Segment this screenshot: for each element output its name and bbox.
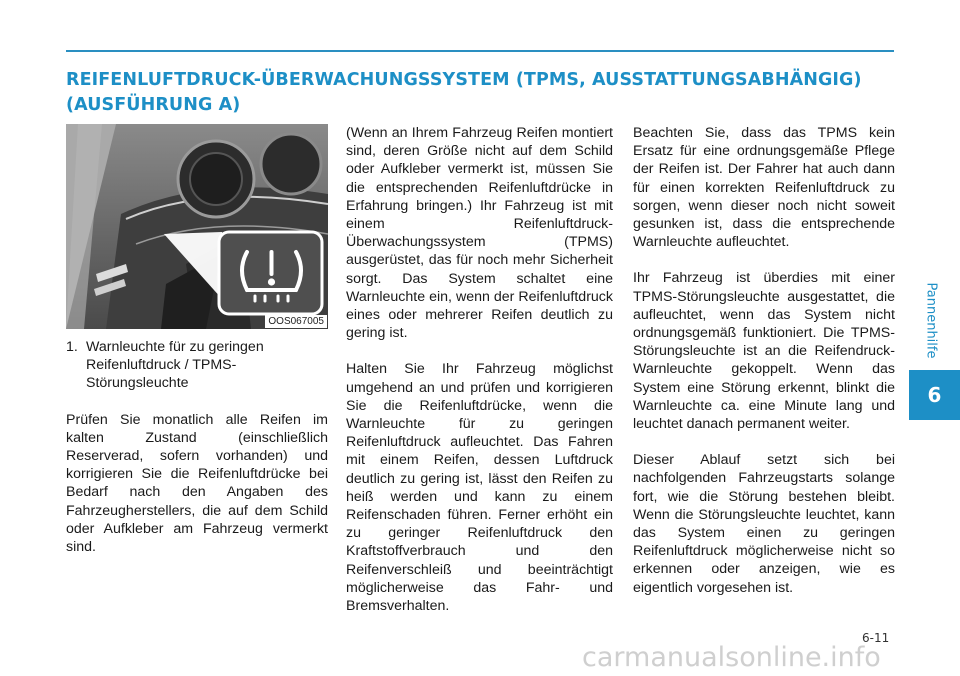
page-number: 6-11	[862, 631, 890, 645]
chapter-number-tab: 6	[909, 370, 960, 420]
dashboard-figure	[66, 124, 328, 329]
top-rule	[66, 50, 894, 52]
section-title: REIFENLUFTDRUCK-ÜBERWACHUNGSSYSTEM (TPMS, AUSSTATTUNGSABHÄNGIG) (AUSFÜHRUNG A)	[66, 70, 862, 115]
paragraph: Ihr Fahrzeug ist überdies mit einer TPMS-Störungsleuchte ausgestattet, die aufleuchtet, wenn das System nicht ordnungsgemäß funktioniert. Die TPMS-Störungsleuchte ist an die Reifendruck-Warnleuchte gekoppelt. Wenn das System eine Störung erkennt, blinkt die Warnleuchte ca. eine Minute lang und leuchtet danach permanent weiter.	[633, 270, 895, 433]
watermark: carmanualsonline.info	[582, 642, 881, 673]
column-middle	[346, 124, 613, 633]
caption-number: 1.	[66, 339, 78, 355]
column-right	[633, 124, 895, 615]
figure-code: OOS067005	[265, 315, 327, 328]
column-left	[66, 338, 328, 574]
figure-caption	[66, 338, 328, 393]
paragraph: Dieser Ablauf setzt sich bei nachfolgenden Fahrzeugstarts solange fort, wie die Störung bestehen bleibt. Wenn die Störungsleuchte leuchtet, kann das System einen zu geringen Reifenluftdruck möglicherweise nicht so erkennen oder anzeigen, wie es eigentlich vorgesehen ist.	[633, 452, 895, 596]
paragraph: Halten Sie Ihr Fahrzeug möglichst umgehend an und prüfen und korrigieren Sie die Reifenluftdrücke, wenn die Warnleuchte für zu geringen Reifenluftdruck aufleuchtet. Das Fahren mit einem Reifen, dessen Luftdruck deutlich zu gering ist, lässt den Reifen zu heiß werden und kann zu einem Reifenschaden führen. Ferner erhöht ein zu geringer Reifenluftdruck den Kraftstoffverbrauch und den Reifenverschleiß und beeinträchtigt möglicherweise das Fahr- und Bremsverhalten.	[346, 361, 613, 615]
chapter-label-text: Pannenhilfe	[923, 282, 939, 358]
dashboard-illustration	[66, 124, 328, 329]
paragraph: Prüfen Sie monatlich alle Reifen im kalten Zustand (einschließlich Reserverad, sofern vorhanden) und korrigieren Sie die Reifenluftdrücke bei Bedarf nach den Angaben des Fahrzeugherstellers, die auf dem Schild oder Aufkleber am Fahrzeug vermerkt sind.	[66, 411, 328, 556]
paragraph: (Wenn an Ihrem Fahrzeug Reifen montiert sind, deren Größe nicht auf dem Schild oder Aufkleber vermerkt ist, müssen Sie die entsprechenden Reifenluftdrücke in Erfahrung bringen.) Ihr Fahrzeug ist mit einem Reifenluftdruck-Überwachungssystem (TPMS) ausgerüstet, das für noch mehr Sicherheit sorgt. Das System schaltet eine Warnleuchte ein, wenn der Reifenluftdruck eines oder mehrerer Reifen deutlich zu gering ist.	[346, 125, 613, 342]
chapter-side-label	[921, 270, 941, 370]
paragraph: Beachten Sie, dass das TPMS kein Ersatz für eine ordnungsgemäße Pflege der Reifen ist. Der Fahrer hat auch dann für einen korrekten Reifenluftdruck zu sorgen, wenn dieser noch nicht soweit gesunken ist, dass die entsprechende Warnleuchte aufleuchtet.	[633, 125, 895, 251]
caption-text: Warnleuchte für zu geringen Reifenluftdruck / TPMS-Störungsleuchte	[86, 339, 264, 392]
